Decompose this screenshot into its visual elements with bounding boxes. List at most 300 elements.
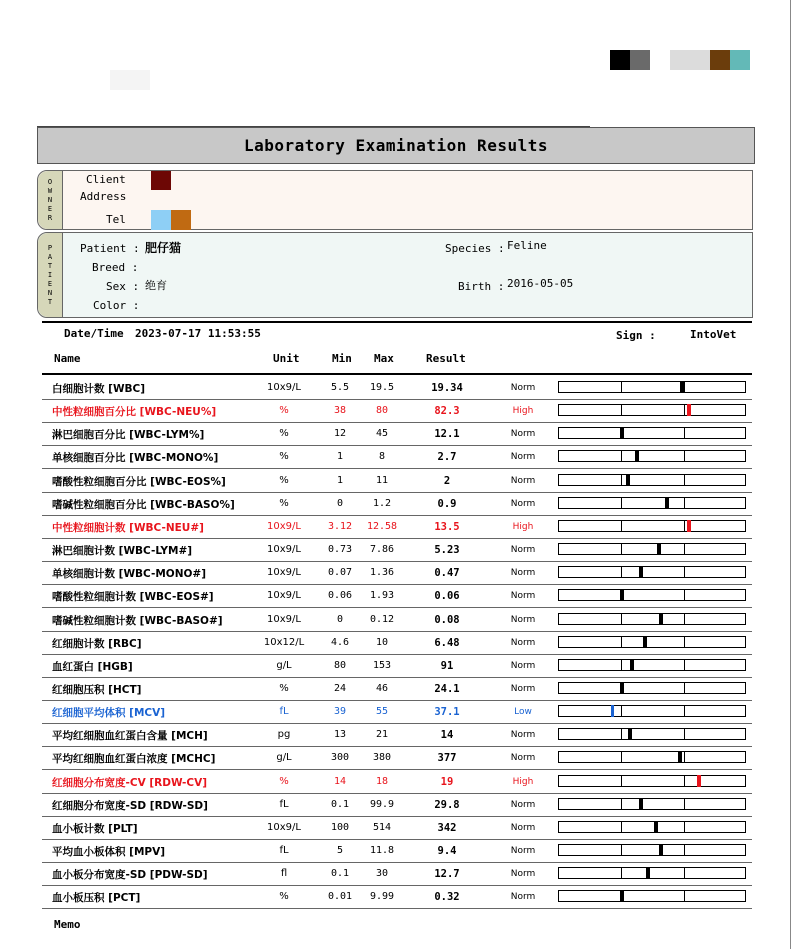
tel-redacted-1 xyxy=(151,210,171,230)
result-flag: Norm xyxy=(510,591,536,602)
result-min: 38 xyxy=(333,405,347,417)
result-min: 24 xyxy=(333,682,347,694)
range-indicator-bar xyxy=(558,844,746,856)
result-marker xyxy=(643,636,647,648)
result-row xyxy=(42,561,752,585)
range-indicator-bar xyxy=(558,566,746,578)
range-boundary-tick xyxy=(684,845,685,855)
result-value: 0.08 xyxy=(434,613,460,626)
color-swatch-4 xyxy=(710,50,730,70)
range-boundary-tick xyxy=(684,752,685,762)
result-max: 380 xyxy=(372,752,392,764)
result-row xyxy=(42,631,752,655)
result-unit: % xyxy=(279,405,289,417)
result-unit: 10x9/L xyxy=(267,567,301,579)
result-marker xyxy=(678,751,682,763)
result-marker xyxy=(687,520,691,532)
range-boundary-tick xyxy=(684,567,685,577)
address-label: Address xyxy=(80,190,127,203)
range-indicator-bar xyxy=(558,520,746,532)
result-row xyxy=(42,538,752,562)
result-marker xyxy=(659,844,663,856)
result-flag: Norm xyxy=(510,475,536,486)
result-max: 18 xyxy=(375,775,389,787)
range-boundary-tick xyxy=(621,799,622,809)
result-unit: fL xyxy=(279,798,289,810)
col-name: Name xyxy=(54,352,81,365)
result-row xyxy=(42,445,752,469)
result-flag: Norm xyxy=(510,822,536,833)
owner-tab-letter: R xyxy=(47,213,53,222)
result-unit: % xyxy=(279,682,289,694)
result-row xyxy=(42,515,752,539)
result-min: 14 xyxy=(333,775,347,787)
result-marker xyxy=(680,381,684,393)
result-name: 中性粒细胞计数 [WBC-NEU#] xyxy=(52,521,204,534)
result-flag: Norm xyxy=(510,730,536,741)
range-indicator-bar xyxy=(558,751,746,763)
col-unit: Unit xyxy=(273,352,300,365)
result-value: 2.7 xyxy=(437,451,457,464)
result-name: 淋巴细胞百分比 [WBC-LYM%] xyxy=(52,429,205,442)
result-name: 红细胞分布宽度-CV [RDW-CV] xyxy=(52,776,208,789)
range-boundary-tick xyxy=(684,590,685,600)
result-name: 血小板计数 [PLT] xyxy=(52,822,138,835)
range-boundary-tick xyxy=(621,382,622,392)
result-min: 100 xyxy=(330,821,350,833)
result-row xyxy=(42,584,752,608)
range-boundary-tick xyxy=(684,451,685,461)
birth-label: Birth : xyxy=(458,280,505,293)
result-unit: 10x9/L xyxy=(267,613,301,625)
result-flag: Norm xyxy=(510,753,536,764)
range-indicator-bar xyxy=(558,705,746,717)
result-flag: High xyxy=(512,521,534,532)
result-marker xyxy=(611,705,614,717)
range-indicator-bar xyxy=(558,589,746,601)
sign-value: IntoVet xyxy=(690,328,737,341)
result-unit: 10x9/L xyxy=(267,520,301,532)
result-value: 0.06 xyxy=(434,590,460,603)
redacted-block xyxy=(110,70,150,90)
patient-label: Patient : xyxy=(80,242,140,255)
result-marker xyxy=(628,728,632,740)
result-value: 5.23 xyxy=(434,544,460,557)
result-max: 11 xyxy=(375,474,389,486)
result-unit: 10x12/L xyxy=(263,636,305,648)
owner-tab-letter: O xyxy=(47,177,53,186)
result-flag: Norm xyxy=(510,683,536,694)
result-value: 82.3 xyxy=(434,405,460,418)
range-boundary-tick xyxy=(684,729,685,739)
result-row xyxy=(42,654,752,678)
result-unit: % xyxy=(279,775,289,787)
range-indicator-bar xyxy=(558,613,746,625)
result-value: 0.32 xyxy=(434,891,460,904)
col-max: Max xyxy=(374,352,394,365)
result-flag: Norm xyxy=(510,568,536,579)
result-unit: % xyxy=(279,474,289,486)
range-boundary-tick xyxy=(684,382,685,392)
result-min: 0.1 xyxy=(330,798,350,810)
result-value: 19 xyxy=(440,775,454,788)
result-value: 2 xyxy=(443,474,451,487)
result-marker xyxy=(620,682,624,694)
range-indicator-bar xyxy=(558,682,746,694)
range-indicator-bar xyxy=(558,728,746,740)
range-indicator-bar xyxy=(558,867,746,879)
result-min: 0 xyxy=(336,497,344,509)
meta-top-rule xyxy=(42,321,752,323)
result-marker xyxy=(620,890,624,902)
range-boundary-tick xyxy=(621,614,622,624)
result-max: 9.99 xyxy=(369,891,395,903)
client-label: Client xyxy=(86,173,126,186)
col-min: Min xyxy=(332,352,352,365)
range-indicator-bar xyxy=(558,381,746,393)
result-flag: Norm xyxy=(510,660,536,671)
range-boundary-tick xyxy=(684,799,685,809)
result-max: 11.8 xyxy=(369,845,395,856)
range-indicator-bar xyxy=(558,450,746,462)
range-boundary-tick xyxy=(621,868,622,878)
patient-tab-letter: A xyxy=(47,252,53,261)
result-unit: % xyxy=(279,451,289,463)
range-boundary-tick xyxy=(684,868,685,878)
result-value: 12.1 xyxy=(434,428,460,441)
result-max: 8 xyxy=(378,451,386,463)
range-indicator-bar xyxy=(558,775,746,787)
result-unit: % xyxy=(279,428,289,440)
result-row xyxy=(42,723,752,747)
result-flag: Norm xyxy=(510,637,536,648)
result-name: 血红蛋白 [HGB] xyxy=(52,660,133,673)
range-boundary-tick xyxy=(621,845,622,855)
result-flag: Norm xyxy=(510,846,536,856)
result-unit: pg xyxy=(277,729,291,741)
result-name: 红细胞分布宽度-SD [RDW-SD] xyxy=(52,799,208,812)
result-flag: Norm xyxy=(510,892,536,903)
result-min: 1 xyxy=(336,474,344,486)
result-name: 平均红细胞血红蛋白含量 [MCH] xyxy=(52,730,208,743)
result-value: 29.8 xyxy=(434,798,460,811)
result-marker xyxy=(646,867,650,879)
client-redacted xyxy=(151,171,171,190)
result-name: 单核细胞计数 [WBC-MONO#] xyxy=(52,568,207,581)
result-name: 平均红细胞血红蛋白浓度 [MCHC] xyxy=(52,753,216,766)
result-max: 45 xyxy=(375,428,389,440)
col-result: Result xyxy=(426,352,466,365)
result-name: 淋巴细胞计数 [WBC-LYM#] xyxy=(52,545,193,558)
range-indicator-bar xyxy=(558,404,746,416)
range-boundary-tick xyxy=(621,752,622,762)
result-flag: High xyxy=(512,776,534,787)
range-boundary-tick xyxy=(621,521,622,531)
result-value: 342 xyxy=(437,821,457,834)
result-row xyxy=(42,770,752,794)
result-min: 13 xyxy=(333,729,347,741)
result-unit: fl xyxy=(280,868,288,880)
result-max: 12.58 xyxy=(366,520,398,532)
range-boundary-tick xyxy=(621,498,622,508)
tel-redacted-2 xyxy=(171,210,191,230)
patient-tab-letter: T xyxy=(47,261,53,270)
species-label: Species : xyxy=(445,242,505,255)
color-label: Color : xyxy=(93,299,140,312)
result-max: 19.5 xyxy=(369,382,395,393)
result-min: 0.01 xyxy=(327,891,353,903)
result-unit: 10x9/L xyxy=(267,821,301,833)
result-max: 0.12 xyxy=(369,613,395,625)
breed-label: Breed : xyxy=(92,261,139,274)
range-indicator-bar xyxy=(558,890,746,902)
owner-section xyxy=(37,170,753,230)
result-max: 99.9 xyxy=(369,798,395,810)
color-swatch-2 xyxy=(630,50,650,70)
range-boundary-tick xyxy=(621,475,622,485)
patient-tab xyxy=(38,233,63,317)
range-boundary-tick xyxy=(684,683,685,693)
result-marker xyxy=(630,659,634,671)
result-flag: High xyxy=(512,406,534,417)
page-title: Laboratory Examination Results xyxy=(37,127,755,164)
datetime-value: 2023-07-17 11:53:55 xyxy=(135,327,261,340)
result-name: 嗜碱性粒细胞百分比 [WBC-BASO%] xyxy=(52,498,235,511)
result-min: 5 xyxy=(336,845,344,856)
result-row xyxy=(42,677,752,701)
range-indicator-bar xyxy=(558,543,746,555)
result-row xyxy=(42,608,752,632)
result-max: 514 xyxy=(372,821,392,833)
result-row xyxy=(42,700,752,724)
result-value: 19.34 xyxy=(431,382,463,394)
owner-tab-letter: E xyxy=(47,204,53,213)
result-name: 单核细胞百分比 [WBC-MONO%] xyxy=(52,452,219,465)
range-boundary-tick xyxy=(684,544,685,554)
result-marker xyxy=(639,798,643,810)
result-min: 0 xyxy=(336,613,344,625)
result-row xyxy=(42,399,752,423)
birth-value: 2016-05-05 xyxy=(507,277,574,290)
result-unit: 10x9/L xyxy=(267,382,301,393)
sign-label: Sign : xyxy=(616,329,656,342)
result-flag: Norm xyxy=(510,383,536,393)
result-max: 30 xyxy=(375,868,389,880)
result-row xyxy=(42,492,752,516)
result-value: 24.1 xyxy=(434,682,460,695)
result-marker xyxy=(620,427,624,439)
result-name: 红细胞压积 [HCT] xyxy=(52,683,142,696)
color-swatch-1 xyxy=(610,50,630,70)
range-indicator-bar xyxy=(558,497,746,509)
result-marker xyxy=(626,474,630,486)
result-row xyxy=(42,862,752,886)
owner-tab-letter: W xyxy=(47,186,53,195)
result-min: 4.6 xyxy=(330,636,350,648)
result-marker xyxy=(697,775,701,787)
result-max: 1.2 xyxy=(372,497,392,509)
result-min: 12 xyxy=(333,428,347,440)
result-value: 9.4 xyxy=(437,845,457,857)
result-value: 14 xyxy=(440,729,454,742)
patient-section xyxy=(37,232,753,318)
result-marker xyxy=(687,404,691,416)
range-indicator-bar xyxy=(558,798,746,810)
range-boundary-tick xyxy=(621,405,622,415)
range-boundary-tick xyxy=(684,405,685,415)
result-unit: % xyxy=(279,891,289,903)
result-unit: g/L xyxy=(276,659,292,671)
color-swatch-3 xyxy=(670,50,710,70)
range-boundary-tick xyxy=(621,660,622,670)
result-row xyxy=(42,816,752,840)
range-boundary-tick xyxy=(621,822,622,832)
result-flag: Norm xyxy=(510,799,536,810)
patient-value: 肥仔猫 xyxy=(145,241,182,255)
result-min: 39 xyxy=(333,706,347,718)
result-min: 80 xyxy=(333,659,347,671)
result-marker xyxy=(657,543,661,555)
result-max: 10 xyxy=(375,636,389,648)
color-swatch-5 xyxy=(730,50,750,70)
result-value: 0.47 xyxy=(434,567,460,580)
result-unit: fL xyxy=(279,845,289,856)
result-max: 7.86 xyxy=(369,544,395,556)
owner-tab xyxy=(38,171,63,229)
patient-tab-letter: N xyxy=(47,288,53,297)
result-flag: Norm xyxy=(510,429,536,440)
result-min: 3.12 xyxy=(327,520,353,532)
result-max: 80 xyxy=(375,405,389,417)
result-flag: Norm xyxy=(510,869,536,880)
range-boundary-tick xyxy=(684,614,685,624)
result-name: 嗜酸性粒细胞计数 [WBC-EOS#] xyxy=(52,591,214,604)
result-value: 13.5 xyxy=(434,520,460,533)
sex-label: Sex : xyxy=(106,280,140,293)
result-value: 0.9 xyxy=(437,497,457,510)
range-boundary-tick xyxy=(684,498,685,508)
tel-label: Tel xyxy=(106,213,126,226)
result-min: 0.73 xyxy=(327,544,353,556)
memo-label: Memo xyxy=(54,918,81,931)
result-min: 1 xyxy=(336,451,344,463)
result-min: 0.06 xyxy=(327,590,353,602)
range-boundary-tick xyxy=(684,891,685,901)
range-indicator-bar xyxy=(558,636,746,648)
range-boundary-tick xyxy=(621,776,622,786)
patient-tab-letter: T xyxy=(47,297,53,306)
range-boundary-tick xyxy=(684,475,685,485)
result-name: 血小板压积 [PCT] xyxy=(52,892,141,905)
result-marker xyxy=(639,566,643,578)
range-boundary-tick xyxy=(621,729,622,739)
result-flag: Low xyxy=(514,707,532,718)
result-min: 5.5 xyxy=(330,382,350,393)
result-unit: fL xyxy=(279,706,289,718)
result-row xyxy=(42,422,752,446)
range-boundary-tick xyxy=(684,776,685,786)
range-boundary-tick xyxy=(684,521,685,531)
species-value: Feline xyxy=(507,239,547,252)
range-boundary-tick xyxy=(684,822,685,832)
patient-tab-letter: I xyxy=(47,270,53,279)
result-row xyxy=(42,469,752,493)
result-row xyxy=(42,839,752,863)
range-indicator-bar xyxy=(558,427,746,439)
owner-tab-letter: N xyxy=(47,195,53,204)
right-border xyxy=(790,0,791,949)
result-row xyxy=(42,885,752,909)
result-min: 300 xyxy=(330,752,350,764)
result-name: 红细胞计数 [RBC] xyxy=(52,637,142,650)
range-boundary-tick xyxy=(621,637,622,647)
result-max: 1.93 xyxy=(369,590,395,602)
range-boundary-tick xyxy=(684,660,685,670)
result-name: 中性粒细胞百分比 [WBC-NEU%] xyxy=(52,406,217,419)
result-marker xyxy=(654,821,658,833)
result-max: 1.36 xyxy=(369,567,395,579)
result-row xyxy=(42,376,752,400)
result-flag: Norm xyxy=(510,614,536,625)
result-flag: Norm xyxy=(510,545,536,556)
result-max: 46 xyxy=(375,682,389,694)
result-name: 嗜酸性粒细胞百分比 [WBC-EOS%] xyxy=(52,475,226,488)
result-min: 0.07 xyxy=(327,567,353,579)
range-boundary-tick xyxy=(621,544,622,554)
result-min: 0.1 xyxy=(330,868,350,880)
result-value: 12.7 xyxy=(434,868,460,881)
patient-tab-letter: P xyxy=(47,243,53,252)
result-marker xyxy=(620,589,624,601)
result-marker xyxy=(635,450,639,462)
result-marker xyxy=(665,497,669,509)
result-name: 嗜碱性粒细胞计数 [WBC-BASO#] xyxy=(52,614,223,627)
result-max: 153 xyxy=(372,659,392,671)
result-unit: g/L xyxy=(276,752,292,764)
range-boundary-tick xyxy=(684,637,685,647)
result-name: 红细胞平均体积 [MCV] xyxy=(52,707,166,720)
patient-tab-letter: E xyxy=(47,279,53,288)
result-name: 白细胞计数 [WBC] xyxy=(52,383,146,395)
result-value: 6.48 xyxy=(434,636,460,649)
result-value: 91 xyxy=(440,659,454,672)
range-boundary-tick xyxy=(684,428,685,438)
range-indicator-bar xyxy=(558,474,746,486)
result-unit: % xyxy=(279,497,289,509)
result-flag: Norm xyxy=(510,452,536,463)
sex-value: 绝育 xyxy=(145,279,167,292)
result-marker xyxy=(659,613,663,625)
result-unit: 10x9/L xyxy=(267,544,301,556)
result-value: 377 xyxy=(437,752,457,765)
range-indicator-bar xyxy=(558,659,746,671)
result-name: 平均血小板体积 [MPV] xyxy=(52,846,166,858)
range-indicator-bar xyxy=(558,821,746,833)
result-unit: 10x9/L xyxy=(267,590,301,602)
result-flag: Norm xyxy=(510,498,536,509)
range-boundary-tick xyxy=(684,706,685,716)
range-boundary-tick xyxy=(621,567,622,577)
result-max: 55 xyxy=(375,706,389,718)
result-row xyxy=(42,793,752,817)
result-max: 21 xyxy=(375,729,389,741)
range-boundary-tick xyxy=(621,706,622,716)
result-name: 血小板分布宽度-SD [PDW-SD] xyxy=(52,869,208,882)
datetime-label: Date/Time xyxy=(64,327,124,340)
range-boundary-tick xyxy=(621,451,622,461)
header-bottom-rule xyxy=(42,373,752,375)
result-row xyxy=(42,746,752,770)
